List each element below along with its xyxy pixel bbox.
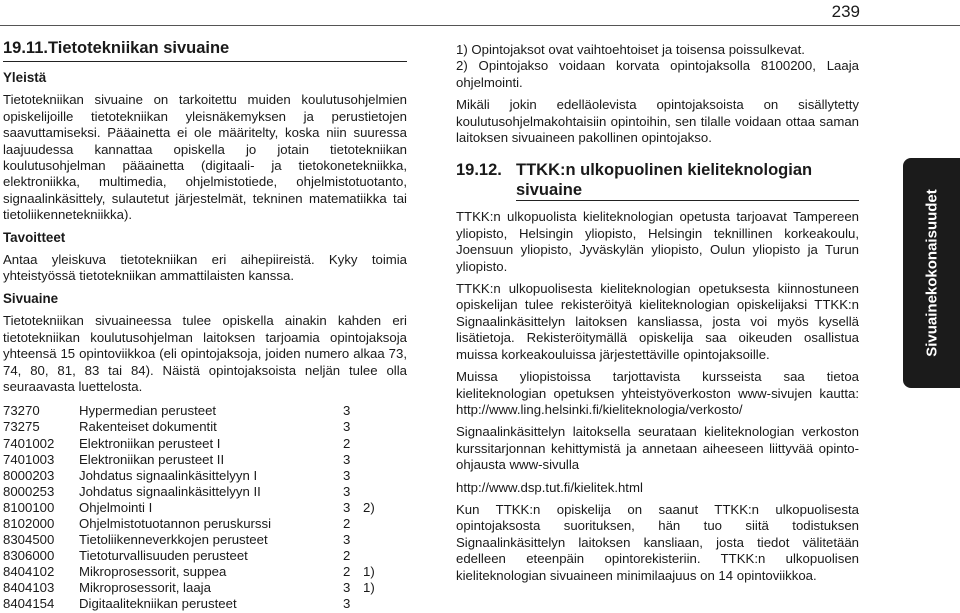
- paragraph-sivuaine: Tietotekniikan sivuaineessa tulee opiskella ainakin kahden eri tietotekniikan koulutusohjelman laitoksen tarjoamia opintojaksoja yhteensä 15 opintoviikkoa (eli opintojaksoja, joiden numero alkaa 73, 74, 80, 81, 83 tai 84). Näistä opintojaksoista neljän tulee olla seuraavasta luettelosta.: [3, 313, 407, 394]
- course-row: [3, 468, 393, 484]
- course-note: [363, 403, 393, 419]
- course-row: [3, 484, 393, 500]
- course-code: 8102000: [3, 515, 55, 531]
- paragraph-kieliteknologia-5: Kun TTKK:n opiskelija on saanut TTKK:n ulkopuolisesta opintojaksosta suorituksen, hän tuo siitä todistuksen Signaalinkäsittelyn laitoksen kansliaan, josta tiedot välitetään edelleen eteenpäin opintorekisteriin. TTKK:n ulkopuolisen kieliteknologian sivuaineen minimilaajuus on 14 opintoviikkoa.: [456, 501, 859, 583]
- section-heading-tietotekniikan-sivuaine: 19.11.Tietotekniikan sivuaine: [3, 38, 407, 62]
- course-code: 8404102: [3, 564, 55, 580]
- course-note: [363, 596, 393, 612]
- course-code: 8404103: [3, 580, 55, 596]
- course-row: [3, 596, 393, 612]
- course-code: 7401002: [3, 435, 55, 451]
- course-ov: 3: [343, 403, 351, 419]
- course-row: [3, 548, 393, 564]
- paragraph-kieliteknologia-4: Signaalinkäsittelyn laitoksella seurataan kieliteknologian verkoston kurssitarjonnan kehittymistä ja annetaan aiheeseen liittyvää opinto-ohjausta www-sivulla: [456, 424, 859, 473]
- subheading-sivuaine: Sivuaine: [3, 290, 59, 306]
- course-ov: 3: [343, 451, 351, 467]
- course-name: Mikroprosessorit, suppea: [79, 564, 227, 580]
- course-ov: 2: [343, 548, 351, 564]
- course-ov: 2: [343, 435, 351, 451]
- paragraph-kieliteknologia-2: TTKK:n ulkopuolisesta kieliteknologian opetuksesta kiinnostuneen opiskelijan tulee rekisteröityä kieliteknologian opiskelijaksi TTKK:n Signaalinkäsittelyn laitoksen kansliassa, josta voi myös kysellä lisätietoja. Rekisteröitymällä opiskelija saa oikeuden osallistua muissa korkeakouluissa järjestettäville opintojaksoille.: [456, 281, 859, 362]
- course-row: [3, 452, 393, 468]
- course-ov: 2: [343, 564, 351, 580]
- paragraph-note: Mikäli jokin edelläolevista opintojaksoista on sisällytetty koulutusohjelmakohtaisiin opintoihin, sen tilalle voidaan ottaa saman laitoksen sivuaineen pakollinen opintojakso.: [456, 97, 859, 146]
- side-tab-label: Sivuainekokonaisuudet: [923, 189, 940, 357]
- course-name: Elektroniikan perusteet II: [79, 451, 225, 467]
- url-link[interactable]: http://www.dsp.tut.fi/kielitek.html: [456, 479, 643, 495]
- course-name: Mikroprosessorit, laaja: [79, 580, 211, 596]
- course-ov: 3: [343, 580, 351, 596]
- course-ov: 3: [343, 483, 351, 499]
- course-ov: 3: [343, 467, 351, 483]
- course-ov: 3: [343, 419, 351, 435]
- course-name: Johdatus signaalinkäsittelyyn II: [79, 483, 261, 499]
- course-ov: 2: [343, 515, 351, 531]
- course-name: Ohjelmointi I: [79, 499, 153, 515]
- course-note: [363, 419, 393, 435]
- course-note: 1): [363, 580, 375, 596]
- course-row: [3, 419, 393, 435]
- course-code: 8100100: [3, 499, 55, 515]
- course-row: [3, 500, 393, 516]
- course-note: [363, 532, 393, 548]
- footnote-1: 1) Opintojaksot ovat vaihtoehtoiset ja toisensa poissulkevat.: [456, 42, 805, 57]
- course-ov: 3: [343, 499, 351, 515]
- course-note: 1): [363, 564, 375, 580]
- course-note: [363, 516, 393, 532]
- course-note: [363, 452, 393, 468]
- paragraph-kieliteknologia-3: Muissa yliopistoissa tarjottavista kursseista saa tietoa kieliteknologian opetuksen yhteistyöverkoston www-sivujen kautta: http://www.ling.helsinki.fi/kieliteknologia/verkosto/: [456, 369, 859, 417]
- course-ov: 3: [343, 532, 351, 548]
- page-number: 239: [831, 2, 860, 21]
- course-note: 2): [363, 499, 375, 515]
- course-name: Tietoliikenneverkkojen perusteet: [79, 532, 268, 548]
- subheading-yleista: Yleistä: [3, 70, 47, 85]
- side-tab: [903, 158, 960, 388]
- course-code: 73275: [3, 419, 40, 435]
- course-name: Ohjelmistotuotannon peruskurssi: [79, 515, 272, 531]
- course-name: Elektroniikan perusteet I: [79, 435, 221, 451]
- subheading-tavoitteet: Tavoitteet: [3, 229, 66, 245]
- right-column: [456, 42, 859, 590]
- course-code: 7401003: [3, 451, 55, 467]
- section-title: TTKK:n ulkopuolinen kieliteknologian sivuaine: [516, 160, 859, 201]
- course-name: Hypermedian perusteet: [79, 403, 217, 419]
- course-note: [363, 468, 393, 484]
- course-row: [3, 516, 393, 532]
- section-number: 19.12.: [456, 161, 502, 180]
- paragraph-tavoitteet: Antaa yleiskuva tietotekniikan eri aihepiireistä. Kyky toimia yhteistyössä tietotekniikan ammattilaisten kanssa.: [3, 252, 407, 284]
- course-row: [3, 436, 393, 452]
- paragraph-kieliteknologia-1: TTKK:n ulkopuolista kieliteknologian opetusta tarjoavat Tampereen yliopisto, Helsingin yliopisto, Helsingin teknillinen korkeakoulu, Joensuun yliopisto, Jyväskylän yliopisto, Oulun yliopisto ja Turun yliopisto.: [456, 209, 859, 274]
- course-row: [3, 564, 393, 580]
- section-heading-kieliteknologia: [456, 160, 859, 201]
- course-code: 8304500: [3, 532, 55, 548]
- course-name: Digitaalitekniikan perusteet: [79, 596, 237, 612]
- paragraph-yleista: Tietotekniikan sivuaine on tarkoitettu muiden koulutusohjelmien opiskelijoille tietotekniikan yleisnäkemyksen ja perustietojen saavuttamiseksi. Pääainetta ei ole määritelty, koska niin suuressa laajuudessa kannattaa opiskella jo jotain tietotekniikan koulutusohjelman pääainetta (digitaali- ja tietokonetekniikka, elektroniikka, multimedia, ohjelmistotiede, ohjelmistotuotanto, signaalinkäsittely, sulautetut järjestelmät, tekninen matematiikka tai tietoliikennetekniikka).: [3, 92, 407, 223]
- course-name: Tietoturvallisuuden perusteet: [79, 548, 248, 564]
- course-code: 8000203: [3, 467, 55, 483]
- course-code: 73270: [3, 403, 40, 419]
- course-code: 8404154: [3, 596, 55, 612]
- course-note: [363, 484, 393, 500]
- left-column: [3, 38, 407, 613]
- top-rule: [0, 25, 960, 26]
- course-code: 8306000: [3, 548, 55, 564]
- course-row: [3, 403, 393, 419]
- course-code: 8000253: [3, 483, 55, 499]
- course-row: [3, 532, 393, 548]
- course-note: [363, 548, 393, 564]
- course-table: [3, 403, 393, 612]
- footnote-2: 2) Opintojakso voidaan korvata opintojaksolla 8100200, Laaja ohjelmointi.: [456, 58, 859, 90]
- course-name: Rakenteiset dokumentit: [79, 419, 217, 435]
- course-note: [363, 436, 393, 452]
- course-ov: 3: [343, 596, 351, 612]
- course-row: [3, 580, 393, 596]
- course-name: Johdatus signaalinkäsittelyyn I: [79, 467, 258, 483]
